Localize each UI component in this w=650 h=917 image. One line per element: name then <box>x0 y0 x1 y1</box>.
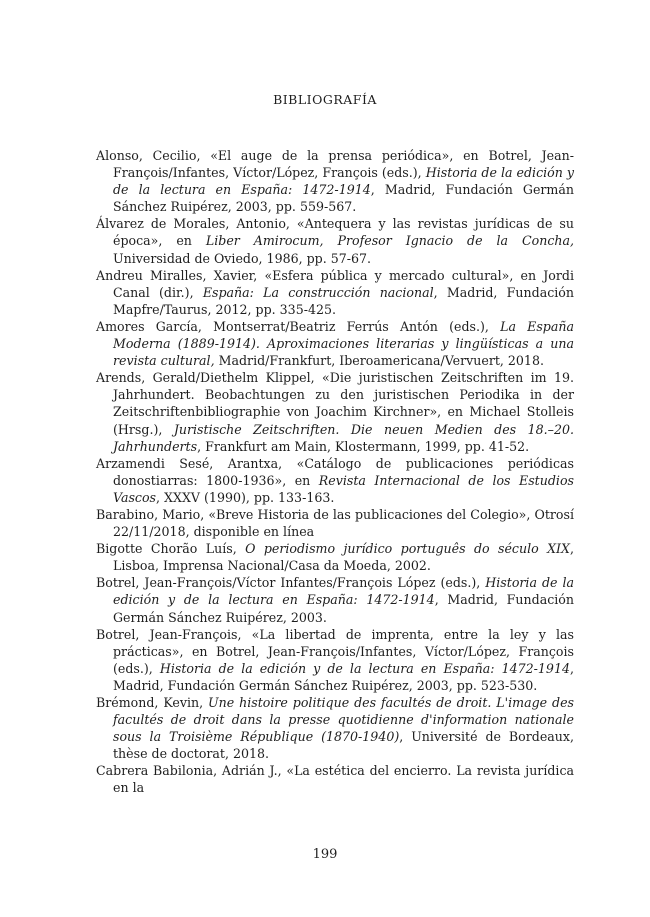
bibliography-entry: Álvarez de Morales, Antonio, «Antequera y las revistas jurídicas de su época», en Liber Amirocum, Profesor Ignacio de la Concha, Universidad de Oviedo, 1986, pp. 57-67. <box>96 216 575 266</box>
bibliography-entry: Arzamendi Sesé, Arantxa, «Catálogo de publicaciones periódicas donostiarras: 1800-1936», en Revista Internacional de los Estudios Vascos, XXXV (1990), pp. 133-163. <box>96 455 574 505</box>
bibliography-entry: Botrel, Jean-François, «La libertad de imprenta, entre la ley y las prácticas», en Botrel, Jean-François/Infantes, Víctor/López, François (eds.), Historia de la edición y de la lectura en España: 1472-1914, Madrid, Fundación Germán Sánchez Ruipérez, 2003, pp. 523-530. <box>96 626 574 693</box>
bibliography-entry: Barabino, Mario, «Breve Historia de las publicaciones del Colegio», Otrosí 22/11/2018, disponible en línea <box>96 506 574 540</box>
bibliography-entry: Brémond, Kevin, Une histoire politique des facultés de droit. L'image des facultés de droit dans la presse quotidienne d'information nationale sous la Troisième République (1870-1940), Université de Bordeaux, thèse de doctorat, 2018. <box>96 695 574 762</box>
bibliography-entry: Alonso, Cecilio, «El auge de la prensa periódica», en Botrel, Jean-François/Infantes, Víctor/López, François (eds.), Historia de la edición y de la lectura en España: 1472-1914, Madrid, Fundación Germán Sánchez Ruipérez, 2003, pp. 559-567. <box>96 148 574 215</box>
running-header: BIBLIOGRAFÍA <box>273 92 377 107</box>
bibliography-entry: Andreu Miralles, Xavier, «Esfera pública y mercado cultural», en Jordi Canal (dir.), España: La construcción nacional, Madrid, Fundación Mapfre/Taurus, 2012, pp. 335-425. <box>96 267 574 317</box>
page-number: 199 <box>312 847 338 862</box>
bibliography-entry: Arends, Gerald/Diethelm Klippel, «Die juristischen Zeitschriften im 19. Jahrhundert. Beobachtungen zu den juristischen Periodika in der Zeitschriftenbibliographie von Joachim Kirchner», en Michael Stolleis (Hrsg.), Juristische Zeitschriften. Die neuen Medien des 18.–20. Jahrhunderts, Frankfurt am Main, Klostermann, 1999, pp. 41-52. <box>96 370 574 454</box>
bibliography-entry: Amores García, Montserrat/Beatriz Ferrús Antón (eds.), La España Moderna (1889-1914). Aproximaciones literarias y lingüísticas a una revista cultural, Madrid/Frankfurt, Iberoamericana/Vervuert, 2018. <box>96 318 574 369</box>
bibliography-entry: Botrel, Jean-François/Víctor Infantes/François López (eds.), Historia de la edición y de la lectura en España: 1472-1914, Madrid, Fundación Germán Sánchez Ruipérez, 2003. <box>96 575 574 625</box>
bibliography-list <box>96 147 574 797</box>
bibliography-entry: Cabrera Babilonia, Adrián J., «La estética del encierro. La revista jurídica en la <box>96 763 574 796</box>
bibliography-entry: Bigotte Chorão Luís, O periodismo jurídico português do século XIX, Lisboa, Imprensa Nacional/Casa da Moeda, 2002. <box>96 541 574 574</box>
